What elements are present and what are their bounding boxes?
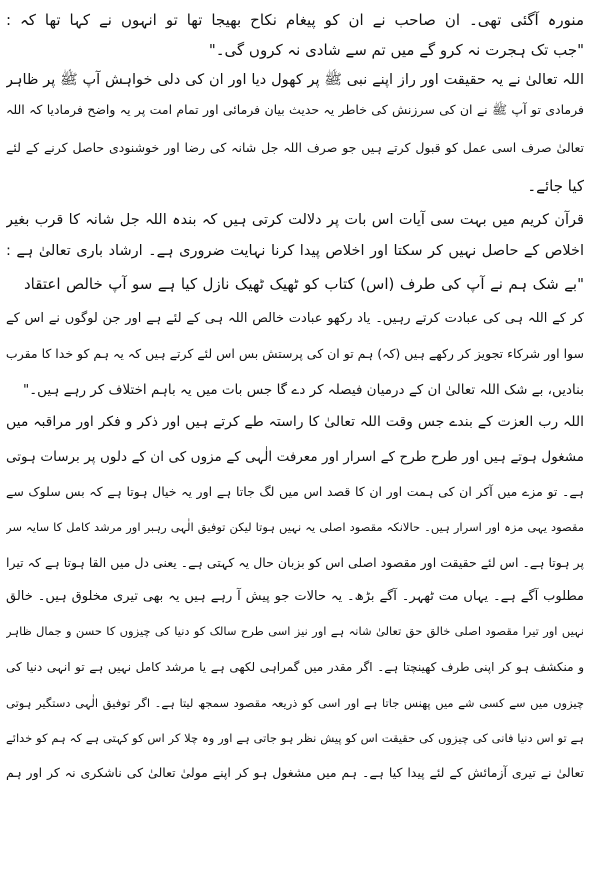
text-line: قرآن کریم میں بہت سی آیات اس بات پر دلالت کرتی ہیں کہ بندہ اللہ جل شانہ کا قرب بغیر	[6, 212, 584, 228]
text-line: اللہ تعالیٰ نے یہ حقیقت اور راز اپنے نبی ﷺ پر کھول دیا اور ان کی دلی خواہش آپ ﷺ پر ظاہر	[6, 72, 584, 88]
text-line: تعالیٰ صرف اسی عمل کو قبول کرتے ہیں جو صرف اللہ جل شانہ کی رضا اور خوشنودی حاصل کرنے کے لئے	[6, 140, 584, 155]
text-line: کیا جائے۔	[527, 177, 584, 195]
text-line: ہے تو اس دنیا فانی کی چیزوں کی حقیقت اس کو پیش نظر ہو جاتی ہے اور وہ چلا کر اس کو کہتی ہے کہ ہم کو خدائے	[6, 731, 584, 745]
text-line: اللہ رب العزت کے بندے جس وقت اللہ تعالیٰ کا راستہ طے کرتے ہیں اور ذکر و فکر اور مراقبہ میں	[6, 414, 584, 430]
text-line: مشغول ہوتے ہیں اور طرح طرح کے اسرار اور معرفت الٰہی کے مزوں کی ان کے دلوں پر برسات ہوتی	[6, 449, 584, 465]
text-line: نہیں اور تیرا مقصود اصلی خالق حق تعالیٰ شانہ ہے اور نیز اسی طرح سالک کو دنیا کی چیزوں کا حسن و جمال ظاہر	[6, 624, 584, 638]
quote-line: بنادیں، بے شک اللہ تعالیٰ ان کے درمیان فیصلہ کر دے گا جس بات میں یہ باہم اختلاف کر رہے ہیں۔"	[22, 382, 584, 398]
text-line: و منکشف ہو کر اپنی طرف کھینچتا ہے۔ اگر مقدر میں گمراہی لکھی ہے یا مرشد کامل نہیں ہے تو انہی دنیا کی	[6, 660, 584, 674]
document-page	[6, 2, 584, 894]
text-line: پر ہوتا ہے۔ اس لئے حقیقت اور مقصود اصلی اس کو بزبان حال یہ کہتی ہے۔ یعنی دل میں القا ہوتا ہے کہ تیرا	[6, 555, 584, 570]
quote-line: سوا اور شرکاء تجویز کر رکھے ہیں (کہ) ہم تو ان کی پرستش بس اس لئے کرتے ہیں کہ یہ ہم کو خدا کا مقرب	[6, 346, 584, 361]
text-line: مقصود یہی مزہ اور اسرار ہیں۔ حالانکہ مقصود اصلی یہ نہیں ہوتا لیکن توفیق الٰہی رہبر اور مرشد کامل کا سایہ سر	[6, 520, 584, 534]
text-line: اخلاص کے حاصل نہیں کر سکتا اور اخلاص پیدا کرنا نہایت ضروری ہے۔ ارشاد باری تعالیٰ ہے :	[6, 243, 584, 259]
text-line: ہے۔ تو مزے میں آکر ان کی ہمت اور ان کا قصد اس میں لگ جاتا ہے اور یہ خیال ہوتا ہے کہ بس سلوک سے	[6, 484, 584, 499]
text-line: تعالیٰ نے تیری آزمائش کے لئے پیدا کیا ہے۔ ہم میں مشغول ہو کر اپنے مولیٰ تعالیٰ کی ناشکری نہ کر اور ہم	[6, 765, 584, 780]
quote-line: کر کے اللہ ہی کی عبادت کرتے رہیں۔ یاد رکھو عبادت خالص اللہ ہی کے لئے ہے اور جن لوگوں نے اس کے	[6, 311, 584, 326]
quote-line: "بے شک ہم نے آپ کی طرف (اس) کتاب کو ٹھیک ٹھیک نازل کیا ہے سو آپ خالص اعتقاد	[24, 275, 584, 293]
text-line: مطلوب آگے ہے۔ یہاں مت ٹھہر۔ آگے بڑھ۔ یہ حالات جو پیش آ رہے ہیں یہ بھی تیری مخلوق ہیں۔ خالق	[6, 589, 584, 604]
text-line: فرمادی تو آپ ﷺ نے ان کی سرزنش کی خاطر یہ حدیث بیان فرمائی اور تمام امت پر یہ واضح فرمادیا کہ اللہ	[6, 102, 584, 117]
text-line: چیزوں میں سے کسی شے میں پھنس جاتا ہے اور اسی کو ذریعہ مقصود سمجھ لیتا ہے۔ اگر توفیق الٰہی دستگیر ہوتی	[6, 696, 584, 710]
quote-line: "جب تک ہجرت نہ کرو گے میں تم سے شادی نہ کروں گی۔"	[208, 41, 584, 59]
text-line: منورہ آگئی تھی۔ ان صاحب نے ان کو پیغام نکاح بھیجا تھا تو انہوں نے کہا تھا کہ :	[6, 11, 584, 29]
